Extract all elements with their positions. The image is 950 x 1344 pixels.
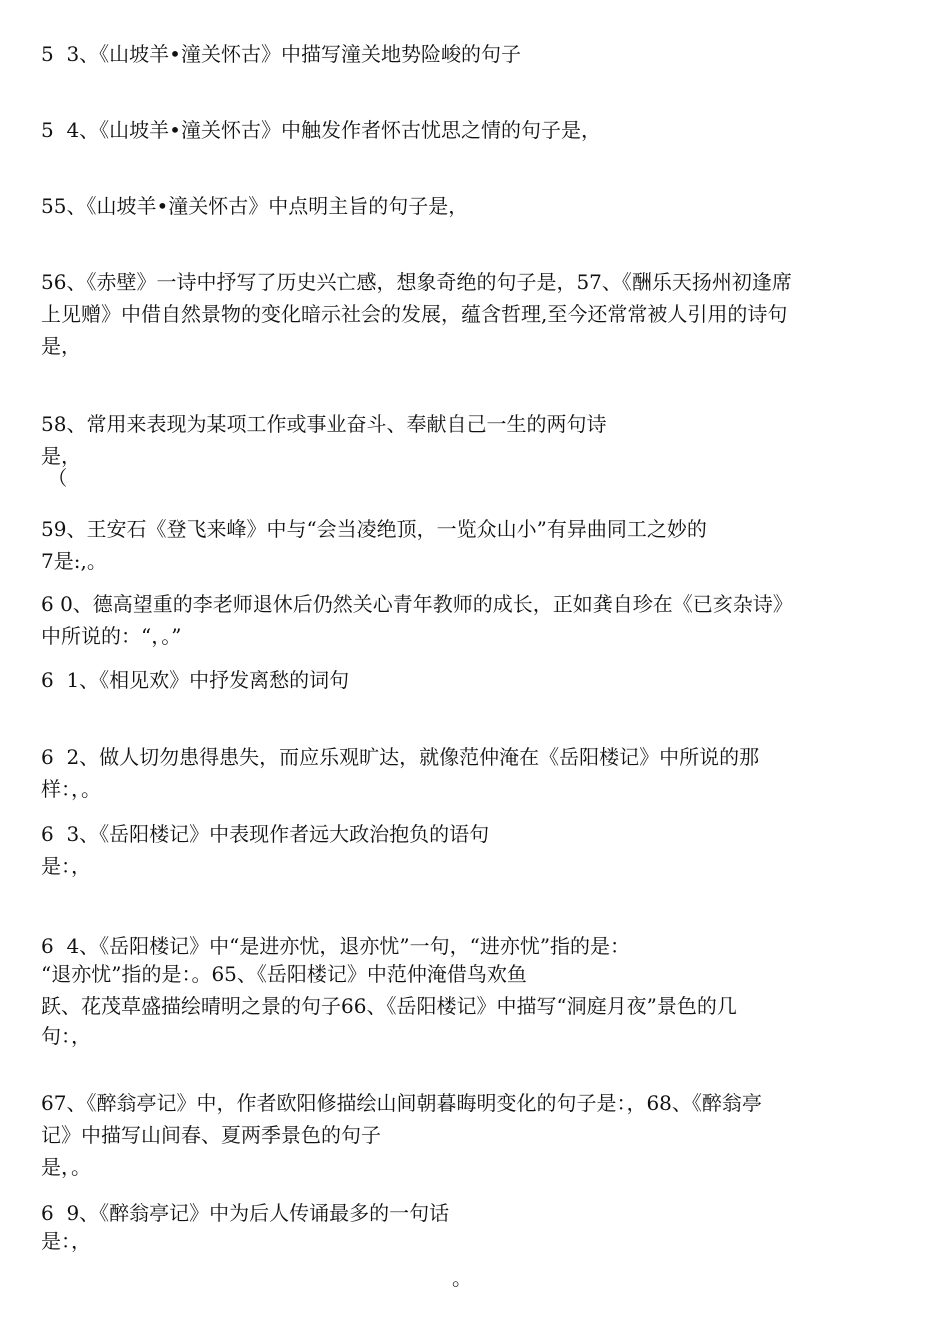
text-line-q67-68: 67、《醉翁亭记》中，作者欧阳修描绘山间朝暮晦明变化的句子是：，68、《醉翁亭	[41, 1091, 762, 1115]
text-line-q60: 6 0、德高望重的李老师退休后仍然关心青年教师的成长，正如龚自珍在《已亥杂诗》	[41, 592, 793, 616]
text-line-q68: 记》中描写山间春、夏两季景色的句子	[41, 1123, 381, 1147]
text-line-q62-end: 样：，。	[41, 777, 101, 801]
text-line-q66-end: 句：，	[41, 1024, 91, 1048]
text-line-q60-end: 中所说的：“，。”	[41, 624, 182, 648]
text-line-q69-answer: 是：，	[41, 1229, 91, 1253]
text-line-q69: 6 9、《醉翁亭记》中为后人传诵最多的一句话	[41, 1201, 450, 1225]
text-line-q56: 56、《赤壁》一诗中抒写了历史兴亡感，想象奇绝的句子是，57、《酬乐天扬州初逢席	[41, 270, 792, 294]
text-line-q64: 6 4、《岳阳楼记》中“是进亦忧，退亦忧”一句，“进亦忧”指的是：	[41, 934, 631, 958]
text-line-q63: 6 3、《岳阳楼记》中表现作者远大政治抱负的语句	[41, 822, 490, 846]
text-line-q58-paren: （	[41, 466, 68, 490]
text-line-q68-answer: 是，。	[41, 1155, 91, 1179]
text-line-q65-66: 跃、花茂草盛描绘晴明之景的句子66、《岳阳楼记》中描写“洞庭月夜”景色的几	[41, 994, 737, 1018]
text-line-q62: 6 2、做人切勿患得患失，而应乐观旷达，就像范仲淹在《岳阳楼记》中所说的那	[41, 745, 760, 769]
text-line-q58-answer: 是，	[41, 444, 81, 468]
text-line-q59-answer: 7是:,。	[41, 549, 107, 573]
text-line-q55: 55、《山坡羊•潼关怀古》中点明主旨的句子是，	[41, 194, 469, 218]
text-line-q59: 59、王安石《登飞来峰》中与“会当凌绝顶，一览众山小”有异曲同工之妙的	[41, 517, 707, 541]
text-line-q58: 58、常用来表现为某项工作或事业奋斗、奉献自己一生的两句诗	[41, 412, 607, 436]
text-line-q57: 上见赠》中借自然景物的变化暗示社会的发展，蕴含哲理,至今还常常被人引用的诗句	[41, 302, 788, 326]
text-line-q54: 5 4、《山坡羊•潼关怀古》中触发作者怀古忧思之情的句子是，	[41, 118, 601, 142]
text-line-q53: 5 3、《山坡羊•潼关怀古》中描写潼关地势险峻的句子	[41, 42, 521, 66]
text-line-final-period: 。	[452, 1266, 472, 1290]
text-line-q63-answer: 是：，	[41, 854, 91, 878]
text-line-q61: 6 1、《相见欢》中抒发离愁的词句	[41, 668, 350, 692]
text-line-q57-end: 是，	[41, 334, 81, 358]
text-line-q64-65: “退亦忧”指的是：。65、《岳阳楼记》中范仲淹借鸟欢鱼	[41, 962, 527, 986]
